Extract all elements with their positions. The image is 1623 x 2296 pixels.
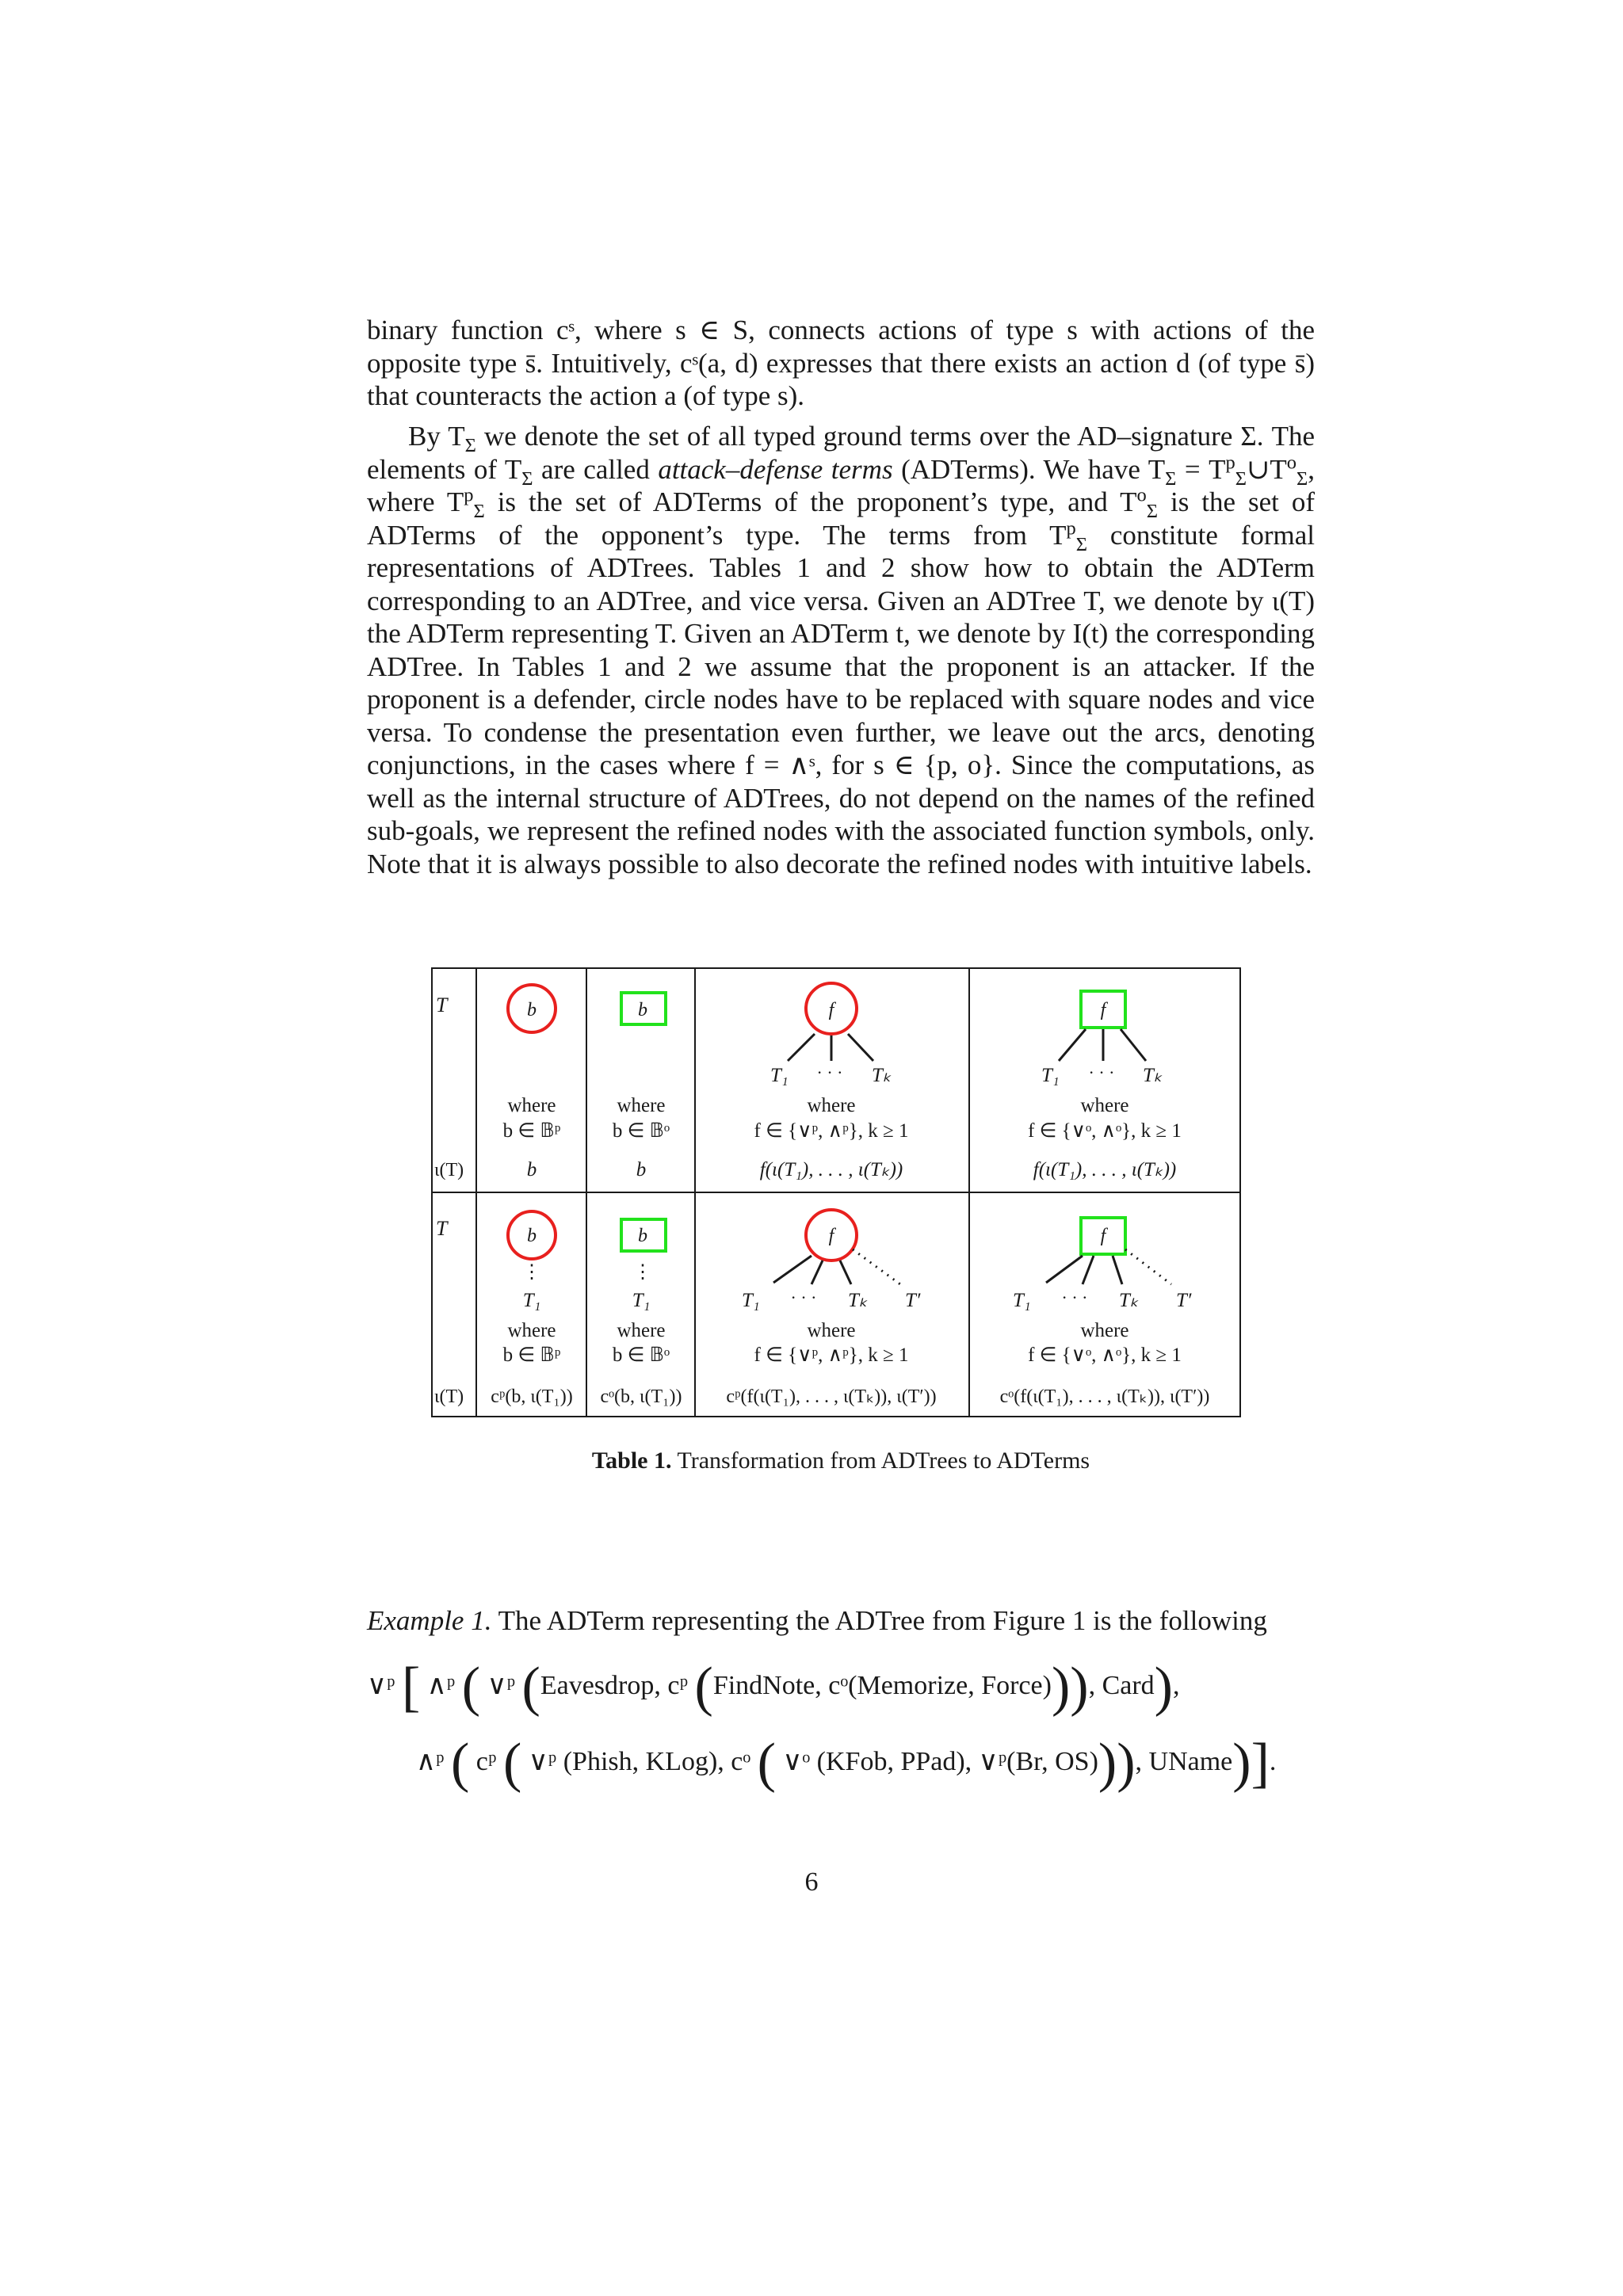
where-label: where (1080, 1320, 1129, 1341)
formula-token: , Card (1088, 1671, 1155, 1700)
formula-line-2 (416, 1733, 1277, 1794)
where-label: where (617, 1095, 666, 1116)
formula-token: ∧ᵖ (426, 1671, 456, 1700)
row1-label-iota: ι(T) (434, 1160, 464, 1180)
formula-token: , (1172, 1671, 1180, 1700)
paragraph-1: binary function cˢ, where s ∈ S, connects actions of type s with actions of the opposite type s̄. Intuitively, cˢ(a, d) expresses that there exists an action d (of type s̄) that counteracts the action a (of type s). (367, 315, 1315, 411)
formula-token: . (1269, 1747, 1277, 1776)
child-Tprime: T′ (1176, 1290, 1192, 1311)
formula-token: FindNote, cᵒ(Memorize, Force) (712, 1671, 1052, 1700)
text-run: is the set of ADTerms of the opponent’s type. The terms from T (367, 486, 1315, 551)
horizontal-dots: · · · (790, 1287, 817, 1307)
formula-token: ∨ᵖ (487, 1671, 516, 1700)
example-label: Example 1. (367, 1605, 492, 1636)
paren: ) (1232, 1733, 1251, 1794)
child-T1: T₁ (770, 1065, 789, 1086)
horizontal-dots: · · · (1061, 1287, 1088, 1307)
condition-f-p: f ∈ {∨ᵖ, ∧ᵖ}, k ≥ 1 (754, 1120, 909, 1142)
paren: ( (694, 1657, 713, 1718)
child-T1: T₁ (1013, 1290, 1031, 1311)
child-Tprime: T′ (905, 1290, 921, 1311)
horizontal-dots: · · · (1088, 1062, 1115, 1082)
row1-label-T: T (436, 994, 448, 1016)
where-label: where (807, 1095, 856, 1116)
formula-token: ∨ᵖ (367, 1671, 395, 1700)
iota-r1c3: f(ι(T₁), . . . , ι(Tₖ)) (759, 1159, 903, 1180)
child-T1: T₁ (632, 1290, 651, 1311)
bracket: [ (401, 1657, 421, 1718)
paren: )) (1051, 1657, 1089, 1718)
where-label: where (617, 1320, 666, 1341)
where-label: where (507, 1320, 556, 1341)
text-run: we denote the set of all typed ground terms over the AD–signature Σ. The elements of T (367, 421, 1315, 485)
iota-r1c2: b (636, 1159, 647, 1180)
where-label: where (807, 1320, 856, 1341)
iota-r2c2: cᵒ(b, ι(T₁)) (600, 1386, 682, 1407)
node-label-b: b (638, 1226, 647, 1246)
node-label-f: f (1100, 1226, 1106, 1246)
formula-token: , UName (1135, 1747, 1233, 1776)
paren: ( (461, 1657, 481, 1718)
child-T1: T₁ (1041, 1065, 1060, 1086)
horizontal-dots: · · · (816, 1062, 843, 1082)
formula-token: cᵖ (475, 1747, 497, 1776)
condition-f-o: f ∈ {∨ᵒ, ∧ᵒ}, k ≥ 1 (1028, 1120, 1182, 1142)
paragraph-2: By $T_\Sigma$ we denote the set of all typed ground terms over the AD–signature Σ. The elements of $T_\Sigma$ are called attack–defense terms (ADTerms). We have $T_\Sigma$ = $T^p_\Sigma\cup T^o_\Sigma$, where $T^p_\Sigma$ is the set of ADTerms of the proponent’s type, and $T^o_\Sigma$ is the set of ADTerms of the opponent’s type. The terms from $T^p_\Sigma$ constitute formal representations of ADTrees. Tables 1 and 2 show how to obtain the ADTerm corresponding to an ADTree, and vice versa. Given an ADTree T, we denote by ι(T) the ADTerm representing T. Given an ADTerm t, we denote by I(t) the corresponding ADTree. In Tables 1 and 2 we assume that the proponent is an attacker. If the proponent is a defender, circle nodes have to be replaced with square nodes and vice versa. To condense the presentation even further, we leave out the arcs, denoting conjunctions, in the cases where f = ∧ˢ, for s ∈ {p, o}. Since the computations, as well as the internal structure of ADTrees, do not depend on the names of the refined sub-goals, we represent the refined nodes with the associated function symbols, only. Note that it is always possible to also decorate the refined nodes with intuitive labels. (367, 421, 1315, 879)
iota-r1c4: f(ι(T₁), . . . , ι(Tₖ)) (1033, 1159, 1177, 1180)
iota-r2c3: cᵖ(f(ι(T₁), . . . , ι(Tₖ)), ι(T′)) (726, 1386, 937, 1407)
vertical-dots: ⋮ (633, 1262, 652, 1283)
vertical-dots: ⋮ (522, 1262, 541, 1283)
text-run: are called (533, 453, 659, 485)
example-1 (367, 1604, 1315, 1637)
where-label: where (507, 1095, 556, 1116)
formula-token: ∨ᵖ (Phish, KLog), cᵒ (528, 1747, 751, 1776)
child-Tk: Tₖ (1119, 1290, 1139, 1311)
italic-term: attack–defense terms (658, 453, 893, 485)
condition-b-p: b ∈ 𝔹ᵖ (502, 1344, 561, 1366)
table-1 (431, 967, 1241, 1417)
text-run: is the set of ADTerms of the proponent’s type, and T (484, 486, 1137, 517)
row2-label-T: T (436, 1217, 448, 1240)
text-run: (ADTerms). We have T (892, 453, 1166, 485)
formula-token: ∨ᵒ (KFob, PPad), ∨ᵖ(Br, OS) (782, 1747, 1098, 1776)
child-Tk: Tₖ (848, 1290, 868, 1311)
condition-b-o: b ∈ 𝔹ᵒ (612, 1344, 670, 1366)
paren: ( (521, 1657, 540, 1718)
text-run: ∪T (1247, 453, 1287, 485)
child-Tk: Tₖ (1143, 1065, 1163, 1086)
paren: ( (450, 1733, 470, 1794)
countermeasure-dotted-arc (853, 1249, 900, 1284)
child-Tk: Tₖ (872, 1065, 892, 1086)
text-run: By T (408, 421, 465, 452)
caption-text: Transformation from ADTrees to ADTerms (671, 1447, 1090, 1474)
child-arcs (788, 1034, 873, 1061)
iota-r1c1: b (526, 1159, 537, 1180)
node-label-f: f (828, 1226, 834, 1246)
node-label-f: f (828, 1000, 834, 1020)
text-run: = T (1176, 453, 1226, 485)
condition-f-o: f ∈ {∨ᵒ, ∧ᵒ}, k ≥ 1 (1028, 1344, 1182, 1366)
child-T1: T₁ (742, 1290, 760, 1311)
formula-token: Eavesdrop, cᵖ (540, 1671, 689, 1700)
child-T1: T₁ (522, 1290, 541, 1311)
child-arcs (1046, 1256, 1122, 1284)
iota-r2c1: cᵖ(b, ι(T₁)) (491, 1386, 573, 1407)
paren: ( (757, 1733, 776, 1794)
condition-b-o: b ∈ 𝔹ᵒ (612, 1120, 670, 1142)
iota-r2c4: cᵒ(f(ι(T₁), . . . , ι(Tₖ)), ι(T′)) (999, 1386, 1210, 1407)
condition-f-p: f ∈ {∨ᵖ, ∧ᵖ}, k ≥ 1 (754, 1344, 909, 1366)
table-caption (367, 1447, 1315, 1475)
table-1-graphic (431, 967, 1241, 1417)
child-arcs (1059, 1029, 1146, 1061)
formula-line-1 (367, 1657, 1180, 1718)
caption-label: Table 1. (591, 1447, 672, 1474)
page-number: 6 (804, 1867, 819, 1897)
text-run: , where T (367, 453, 1315, 517)
countermeasure-dotted-arc (1125, 1249, 1171, 1284)
node-label-b: b (527, 1226, 537, 1246)
paren: )) (1098, 1733, 1136, 1794)
formula-token: ∧ᵖ (416, 1747, 445, 1776)
paren: ( (502, 1733, 522, 1794)
node-label-b: b (638, 1000, 647, 1020)
where-label: where (1080, 1095, 1129, 1116)
condition-b-p: b ∈ 𝔹ᵖ (502, 1120, 561, 1142)
node-label-b: b (527, 1000, 537, 1020)
node-label-f: f (1100, 1000, 1106, 1020)
paren: ) (1154, 1657, 1173, 1718)
text-run: constitute formal representations of ADTrees. Tables 1 and 2 show how to obtain the ADTerm corresponding to an ADTree, and vice versa. Given an ADTree T, we denote by ι(T) the ADTerm representing T. Given an ADTerm t, we denote by I(t) the corresponding ADTree. In Tables 1 and 2 we assume that the proponent is an attacker. If the proponent is a defender, circle nodes have to be replaced with square nodes and vice versa. To condense the presentation even further, we leave out the arcs, denoting conjunctions, in the cases where f = ∧ˢ, for s ∈ {p, o}. Since the computations, as well as the internal structure of ADTrees, do not depend on the names of the refined sub-goals, we represent the refined nodes with the associated function symbols, only. Note that it is always possible to also decorate the refined nodes with intuitive labels. (367, 519, 1315, 879)
bracket: ] (1251, 1733, 1270, 1794)
row2-label-iota: ι(T) (434, 1386, 464, 1407)
example-text: The ADTerm representing the ADTree from Figure 1 is the following (491, 1605, 1267, 1636)
